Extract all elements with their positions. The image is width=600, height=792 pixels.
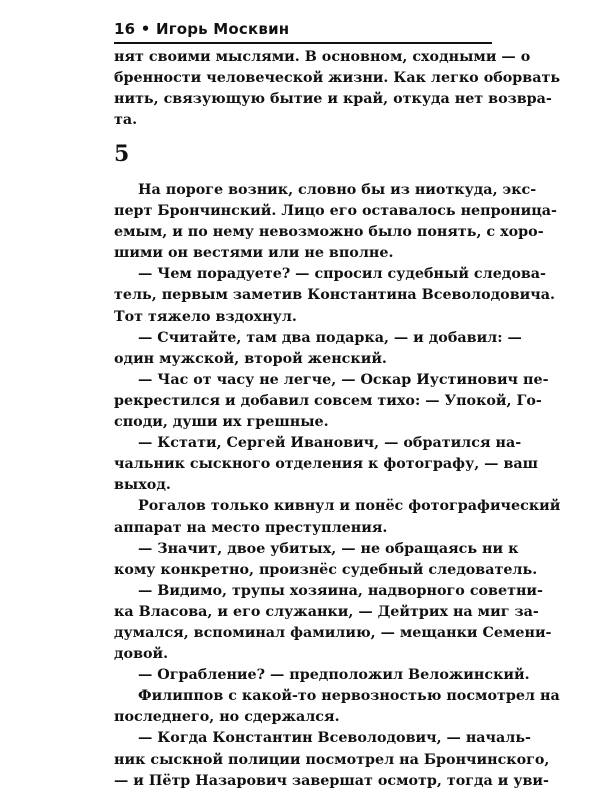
text-line: — Значит, двое убитых, — не обращаясь ни к <box>138 540 519 557</box>
text-line: Рогалов только кивнул и понёс фотографический <box>138 498 561 515</box>
text-line: — Считайте, там два подарка, — и добавил: — <box>138 329 522 346</box>
text-line: ка Власова, и его служанки, — Дейтрих на миг за- <box>114 603 539 620</box>
text-line: — Чем порадуете? — спросил судебный следова- <box>138 266 546 283</box>
text-line: перт Брончинский. Лицо его оставалось непроница- <box>114 203 557 220</box>
text-line: один мужской, второй женский. <box>114 350 387 367</box>
text-line: — Кстати, Сергей Иванович, — обратился на- <box>138 435 522 452</box>
text-line: выход. <box>114 477 171 494</box>
text-line: споди, души их грешные. <box>114 414 329 431</box>
page-number: 16 <box>114 20 136 38</box>
text-line: последнего, но сдержался. <box>114 709 340 726</box>
text-line: шими он вестями или не вполне. <box>114 245 394 262</box>
header-bullet: • <box>140 20 151 38</box>
text-line: — Час от часу не легче, — Оскар Иустинович пе- <box>138 371 549 388</box>
text-line: тель, первым заметив Константина Всеволодовича. <box>114 287 555 304</box>
text-line: довой. <box>114 646 169 663</box>
text-line: нить, связующую бытие и край, откуда нет возвра- <box>114 91 552 108</box>
text-line: рекрестился и добавил совсем тихо: — Упокой, Го- <box>114 392 542 409</box>
text-line: думался, вспоминал фамилию, — мещанки Семени- <box>114 624 552 641</box>
text-line: Тот тяжело вздохнул. <box>114 308 297 325</box>
text-line: — Ограбление? — предположил Веложинский. <box>138 667 530 684</box>
intro-text <box>114 47 561 131</box>
text-line: емым, и по нему невозможно было понять, с хоро- <box>114 224 544 241</box>
text-line: чальник сыскного отделения к фотографу, — ваш <box>114 456 539 473</box>
text-line: ник сыскной полиции посмотрел на Брончинского, <box>114 751 550 768</box>
text-line: нят своими мыслями. В основном, сходными — о <box>114 49 531 65</box>
text-line: — и Пётр Назарович завершат осмотр, тогда и уви- <box>114 772 549 789</box>
text-line: — Когда Константин Всеволодович, — началь- <box>138 730 531 747</box>
chapter-body <box>114 180 561 792</box>
text-line: На пороге возник, словно бы из ниоткуда, экс- <box>138 182 537 198</box>
author-name: Игорь Москвин <box>155 20 290 38</box>
text-line: кому конкретно, произнёс судебный следователь. <box>114 561 538 578</box>
text-line: — Видимо, трупы хозяина, надворного советни- <box>138 582 543 599</box>
chapter-number: 5 <box>114 141 130 167</box>
text-line: та. <box>114 112 138 129</box>
running-header <box>114 20 492 44</box>
header-text <box>114 20 289 38</box>
text-line: бренности человеческой жизни. Как легко оборвать <box>114 70 561 87</box>
text-line: аппарат на место преступления. <box>114 519 388 536</box>
text-line: Филиппов с какой-то нервозностью посмотрел на <box>138 688 560 705</box>
